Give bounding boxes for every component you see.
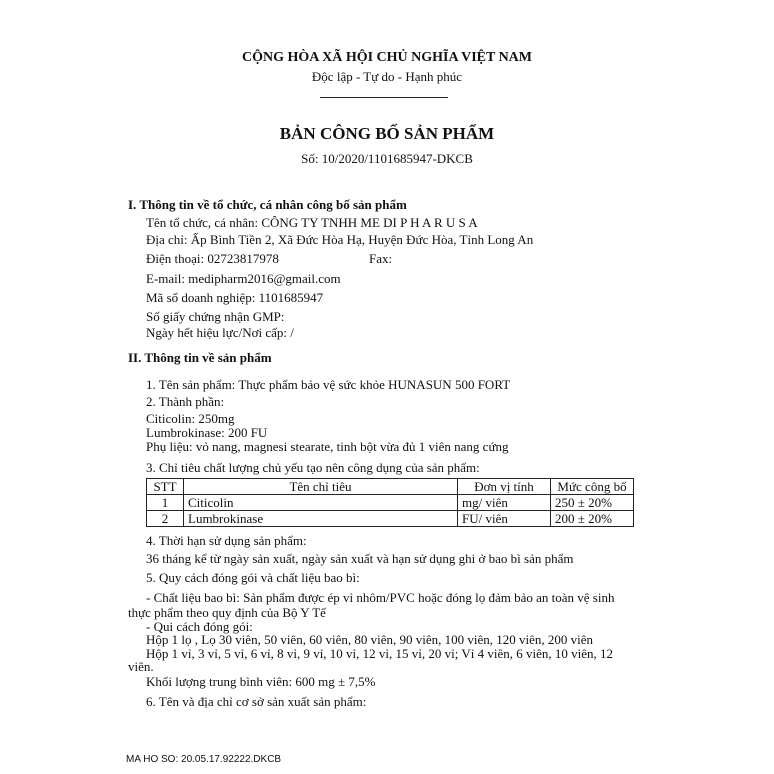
ingredients-label: 2. Thành phần: bbox=[146, 394, 225, 409]
divider bbox=[320, 97, 448, 98]
section1-heading: I. Thông tin về tổ chức, cá nhân công bố sản phẩm bbox=[128, 197, 407, 212]
expiry: Ngày hết hiệu lực/Nơi cấp: / bbox=[146, 325, 294, 340]
nation-heading: CỘNG HÒA XÃ HỘI CHỦ NGHĨA VIỆT NAM bbox=[241, 50, 532, 65]
quality-label: 3. Chỉ tiêu chất lượng chủ yếu tạo nên công dụng của sản phẩm: bbox=[146, 460, 480, 475]
col-level: Mức công bố bbox=[551, 479, 634, 495]
excipients: Phụ liệu: vỏ nang, magnesi stearate, tinh bột vừa đủ 1 viên nang cứng bbox=[146, 439, 509, 454]
shelf-life: 36 tháng kể từ ngày sản xuất, ngày sản xuất và hạn sử dụng ghi ở bao bì sản phẩm bbox=[146, 551, 574, 566]
cell-level: 200 ± 20% bbox=[551, 511, 634, 527]
table-row bbox=[147, 511, 634, 527]
org-name: Tên tổ chức, cá nhân: CÔNG TY TNHH ME DI P H A R U S A bbox=[146, 215, 478, 230]
cell-level: 250 ± 20% bbox=[551, 495, 634, 511]
cell-unit: mg/ viên bbox=[458, 495, 551, 511]
packaging-material: - Chất liệu bao bì: Sản phẩm được ép vỉ nhôm/PVC hoặc đóng lọ đảm bảo an toàn vệ sinh bbox=[146, 590, 615, 605]
average-weight: Khối lượng trung bình viên: 600 mg ± 7,5% bbox=[146, 674, 376, 689]
packaging-material-cont: thực phẩm theo quy định của Bộ Y Tế bbox=[128, 605, 326, 620]
packaging-label: 5. Quy cách đóng gói và chất liệu bao bì: bbox=[146, 570, 360, 585]
cell-name: Citicolin bbox=[184, 495, 458, 511]
cell-name: Lumbrokinase bbox=[184, 511, 458, 527]
packaging-spec-label: - Qui cách đóng gói: bbox=[146, 619, 253, 634]
cell-stt: 1 bbox=[147, 495, 184, 511]
cell-unit: FU/ viên bbox=[458, 511, 551, 527]
section2-heading: II. Thông tin về sản phẩm bbox=[128, 350, 272, 365]
col-stt: STT bbox=[147, 479, 184, 495]
packaging-blister-cont: viên. bbox=[128, 659, 154, 674]
table-row bbox=[147, 495, 634, 511]
page-title: BẢN CÔNG BỐ SẢN PHẨM bbox=[279, 124, 495, 143]
gmp: Số giấy chứng nhận GMP: bbox=[146, 309, 285, 324]
phone: Điện thoại: 02723817978 bbox=[146, 251, 279, 266]
col-name: Tên chỉ tiêu bbox=[184, 479, 458, 495]
cell-stt: 2 bbox=[147, 511, 184, 527]
address: Địa chỉ: Ấp Bình Tiền 2, Xã Đức Hòa Hạ, Huyện Đức Hòa, Tỉnh Long An bbox=[146, 232, 534, 247]
table-header-row bbox=[147, 479, 634, 495]
tax-code: Mã số doanh nghiệp: 1101685947 bbox=[146, 290, 324, 305]
packaging-blister: Hộp 1 vỉ, 3 vỉ, 5 vỉ, 6 vỉ, 8 vỉ, 9 vỉ, 10 vỉ, 12 vỉ, 15 vỉ, 20 vỉ; Vỉ 4 viên, 6 viên, 10 viên, 12 bbox=[146, 646, 614, 661]
document-number: Số: 10/2020/1101685947-DKCB bbox=[301, 151, 473, 166]
manufacturer-label: 6. Tên và địa chỉ cơ sở sản xuất sản phẩm: bbox=[146, 694, 367, 709]
fax: Fax: bbox=[369, 251, 393, 266]
email: E-mail: medipharm2016@gmail.com bbox=[146, 271, 341, 286]
ingredient: Lumbrokinase: 200 FU bbox=[146, 425, 268, 440]
packaging-bottle: Hộp 1 lọ , Lọ 30 viên, 50 viên, 60 viên, 80 viên, 90 viên, 100 viên, 120 viên, 200 viên bbox=[146, 632, 593, 647]
quality-table bbox=[146, 478, 634, 527]
ingredient: Citicolin: 250mg bbox=[146, 411, 235, 426]
shelf-label: 4. Thời hạn sử dụng sản phẩm: bbox=[146, 533, 307, 548]
col-unit: Đơn vị tính bbox=[458, 479, 551, 495]
dossier-code: MA HO SO: 20.05.17.92222.DKCB bbox=[126, 754, 282, 765]
product-name: 1. Tên sản phẩm: Thực phẩm bảo vệ sức khỏe HUNASUN 500 FORT bbox=[146, 377, 511, 392]
motto: Độc lập - Tự do - Hạnh phúc bbox=[311, 69, 463, 84]
